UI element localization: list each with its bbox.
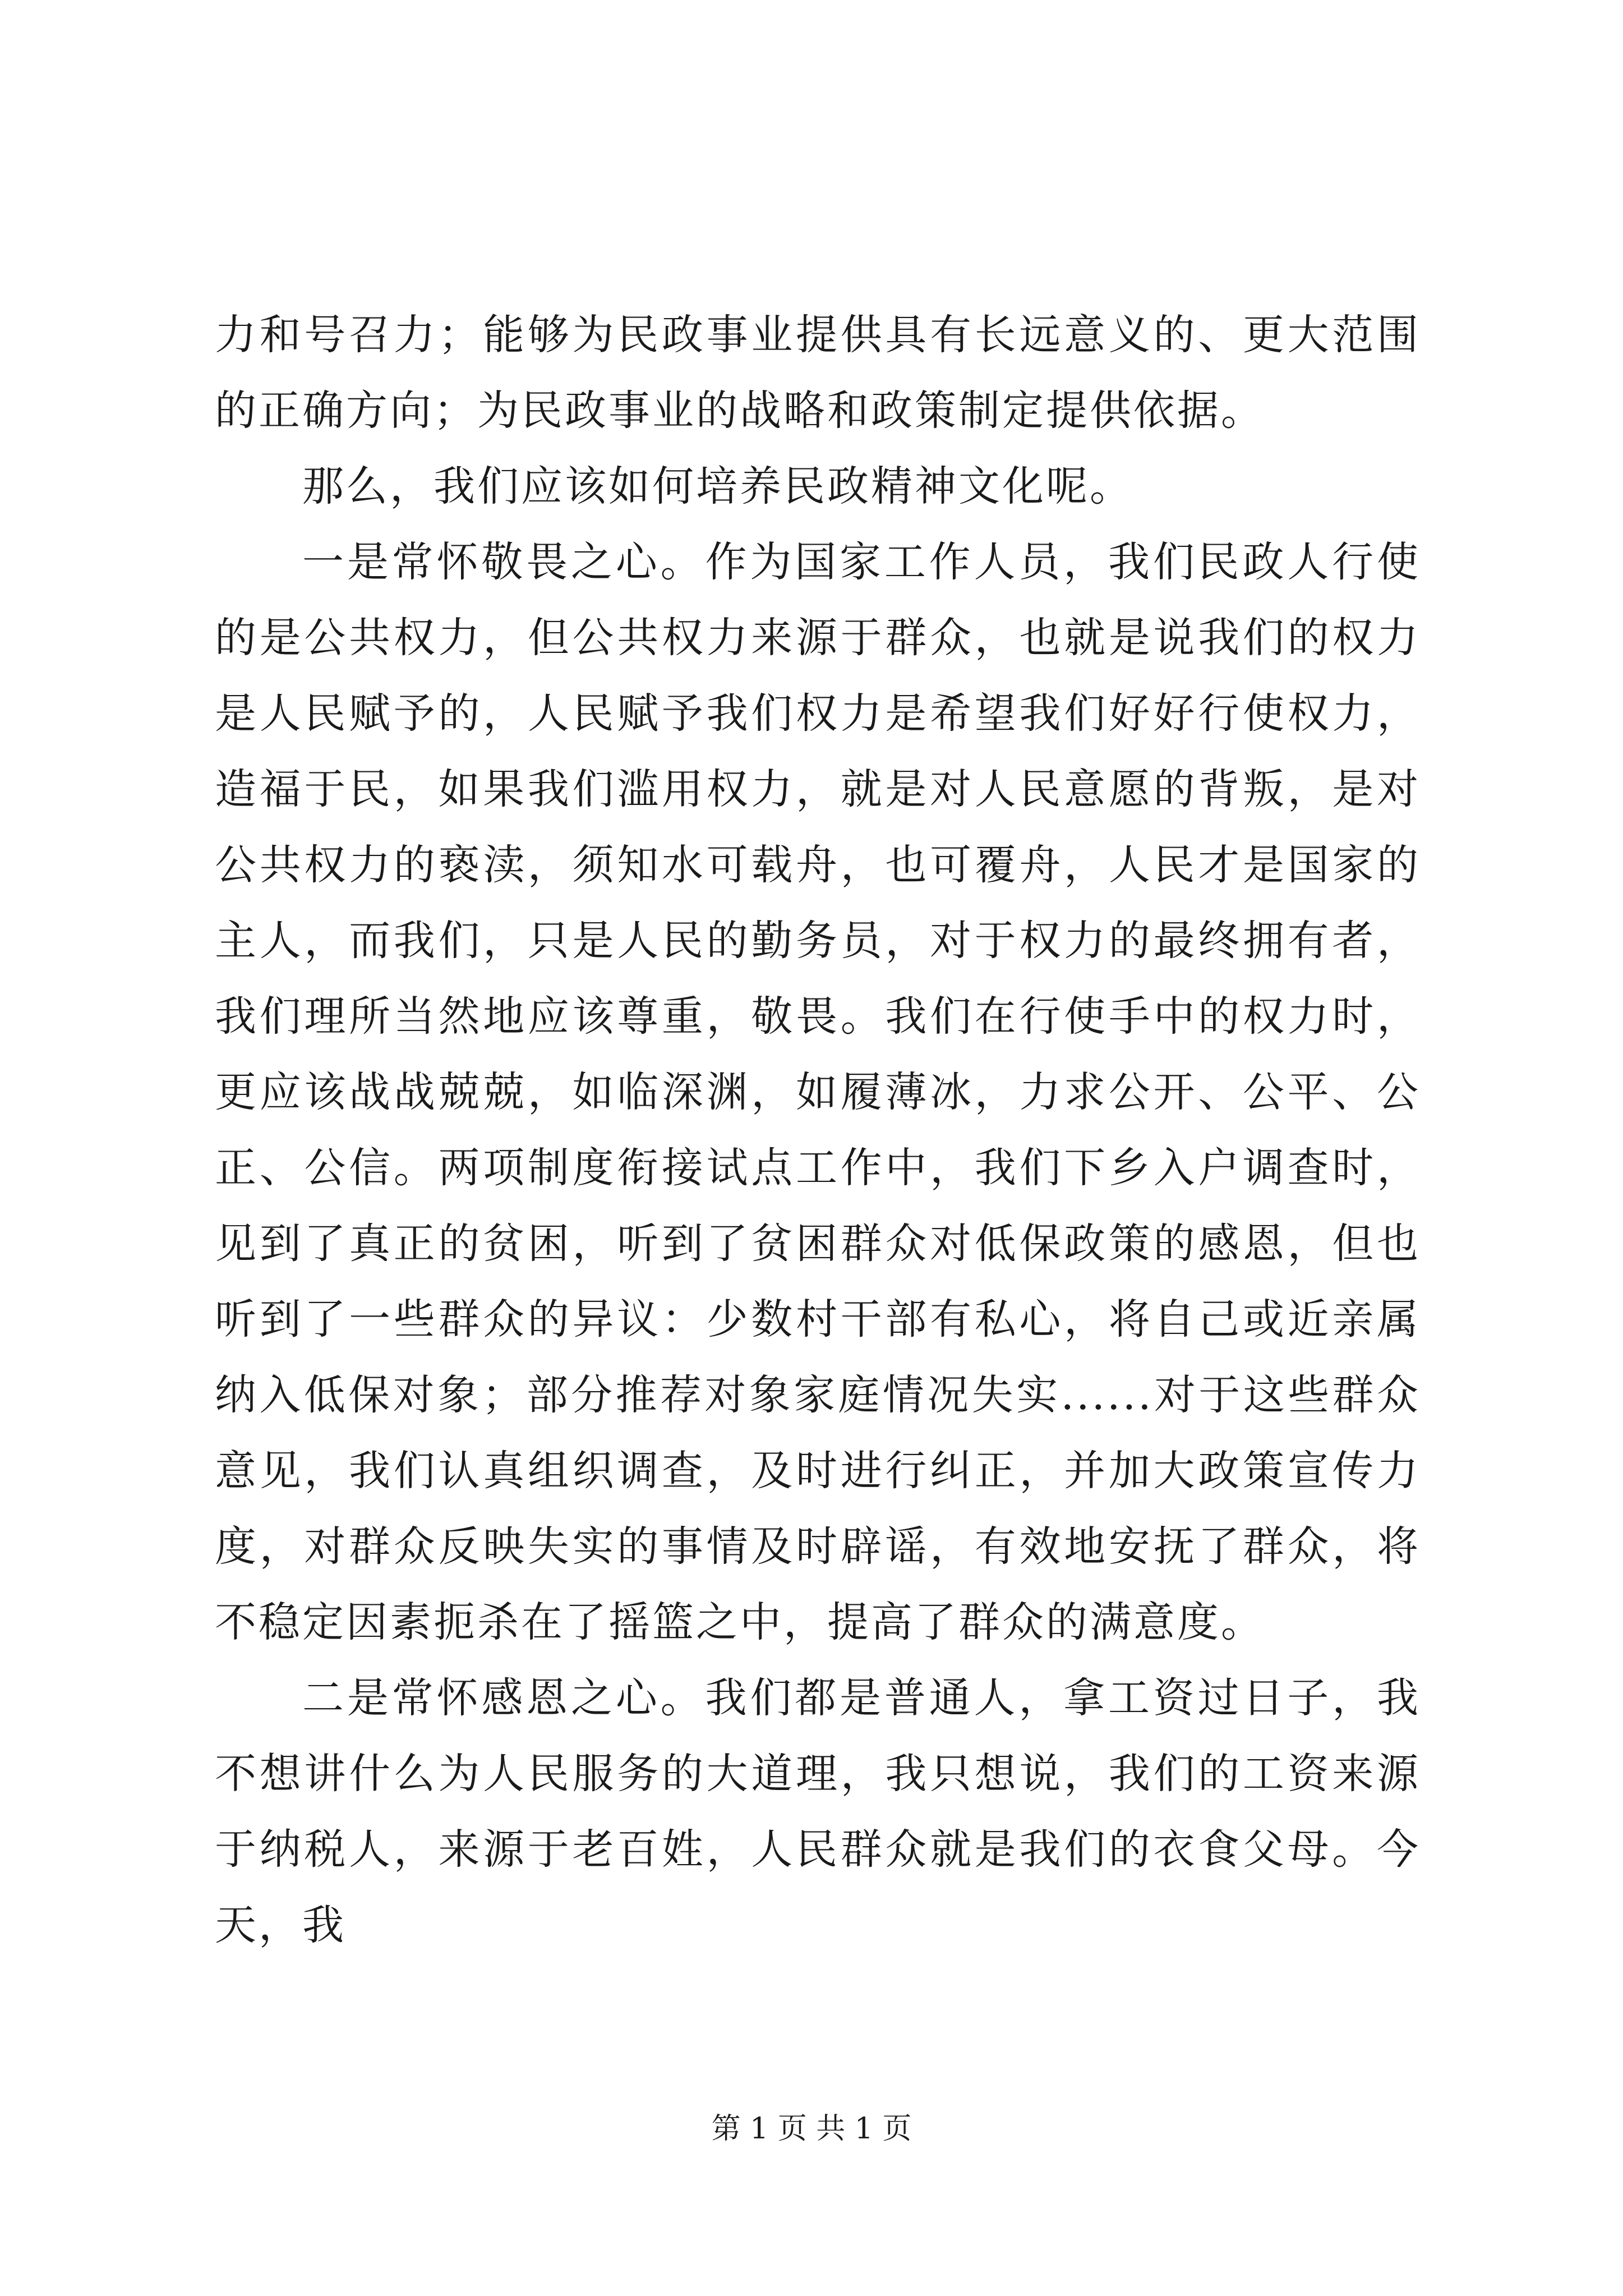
page-footer: 第 1 页 共 1 页 bbox=[711, 2112, 912, 2146]
paragraph-4: 二是常怀感恩之心。我们都是普通人，拿工资过日子，我不想讲什么为人民服务的大道理，我只想说，我们的工资来源于纳税人，来源于老百姓，人民群众就是我们的衣食父母。今天，我 bbox=[215, 1674, 1421, 1949]
paragraph-2: 那么，我们应该如何培养民政精神文化呢。 bbox=[302, 462, 1133, 510]
paragraph-3: 一是常怀敬畏之心。作为国家工作人员，我们民政人行使的是公共权力，但公共权力来源于群众，也就是说我们的权力是人民赋予的，人民赋予我们权力是希望我们好好行使权力，造福于民，如果我们滥用权力，就是对人民意愿的背叛，是对公共权力的亵渎，须知水可载舟，也可覆舟，人民才是国家的主人，而我们，只是人民的勤务员，对于权力的最终拥有者，我们理所当然地应该尊重，敬畏。我们在行使手中的权力时，更应该战战兢兢，如临深渊，如履薄冰，力求公开、公平、公正、公信。两项制度衔接试点工作中，我们下乡入户调查时，见到了真正的贫困，听到了贫困群众对低保政策的感恩，但也听到了一些群众的异议：少数村干部有私心，将自己或近亲属纳入低保对象；部分推荐对象家庭情况失实......对于这些群众意见，我们认真组织调查，及时进行纠正，并加大政策宣传力度，对群众反映失实的事情及时辟谣，有效地安抚了群众，将不稳定因素扼杀在了摇篮之中，提高了群众的满意度。 bbox=[215, 538, 1421, 1646]
paragraph-1: 力和号召力；能够为民政事业提供具有长远意义的、更大范围的正确方向；为民政事业的战略和政策制定提供依据。 bbox=[215, 311, 1421, 435]
document-body bbox=[215, 297, 1421, 1963]
